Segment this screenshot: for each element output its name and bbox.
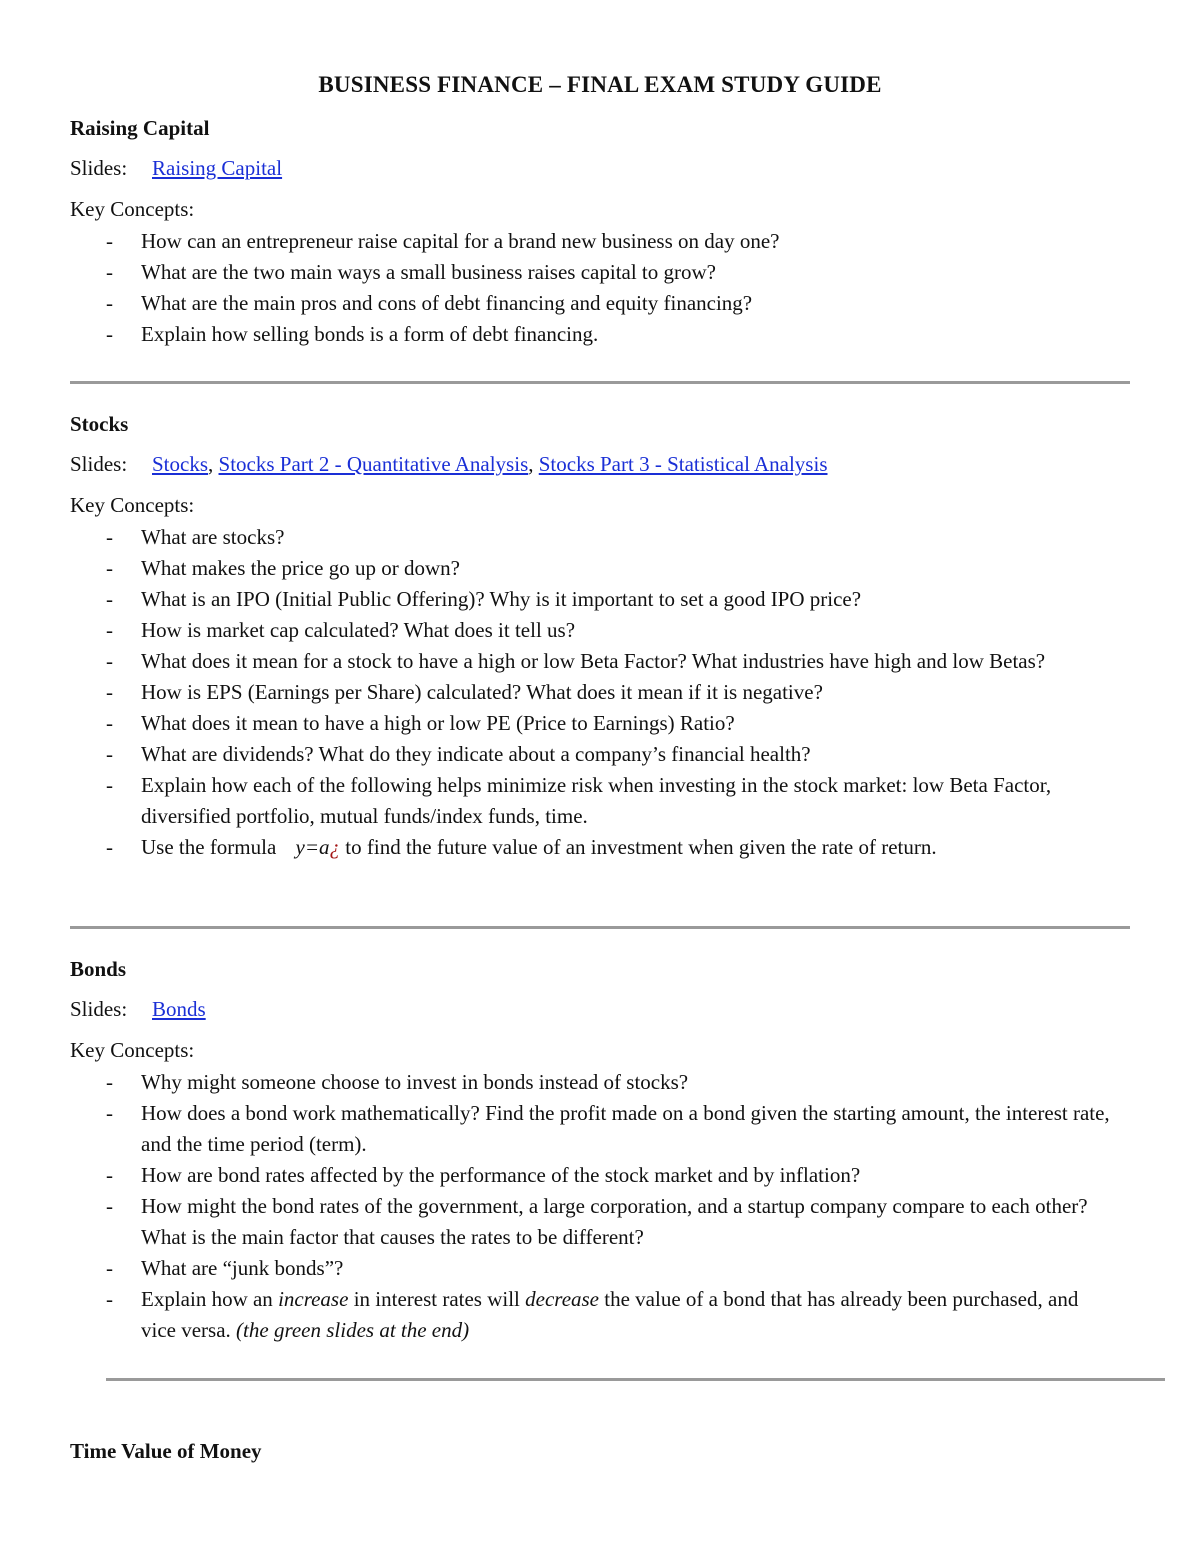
- list-item-formula: [0, 832, 1111, 863]
- list-item-text: Use the formula: [141, 835, 282, 859]
- formula-placeholder-glyph: ¿: [329, 835, 341, 859]
- emphasis-note: (the green slides at the end): [236, 1318, 470, 1342]
- section-heading-stocks: Stocks: [70, 412, 129, 436]
- emphasis-text: decrease: [525, 1287, 600, 1311]
- list-item: [0, 1067, 1111, 1098]
- link-separator: ,: [528, 452, 539, 476]
- list-item: [0, 584, 1111, 615]
- list-item-text: What makes the price go up or down?: [141, 556, 460, 580]
- bullet-dash: -: [106, 1163, 113, 1187]
- list-item-text: How can an entrepreneur raise capital for a brand new business on day one?: [141, 229, 780, 253]
- key-concepts-label: Key Concepts:: [70, 1038, 195, 1062]
- list-item-text: What is an IPO (Initial Public Offering)? Why is it important to set a good IPO price?: [141, 587, 862, 611]
- bullet-dash: -: [106, 1070, 113, 1094]
- list-item: [0, 553, 1111, 584]
- bullet-dash: -: [106, 587, 113, 611]
- bullet-dash: -: [106, 711, 113, 735]
- list-item: [0, 522, 1111, 553]
- bullet-dash: -: [106, 1194, 113, 1218]
- section-heading-time-value-of-money: Time Value of Money: [70, 1439, 262, 1463]
- list-item-text: Explain how selling bonds is a form of debt financing.: [141, 322, 599, 346]
- slides-label: Slides:: [70, 452, 128, 476]
- bullet-dash: -: [106, 649, 113, 673]
- list-item-text: the value of a bond that has already been purchased, and vice versa.: [141, 1287, 1079, 1342]
- section-heading-raising-capital: Raising Capital: [70, 116, 210, 140]
- bullet-dash: -: [106, 1101, 113, 1125]
- list-item-text: in interest rates will: [348, 1287, 526, 1311]
- list-item-text: Explain how an: [141, 1287, 279, 1311]
- list-item: [0, 615, 1111, 646]
- list-item-text: How is EPS (Earnings per Share) calculated? What does it mean if it is negative?: [141, 680, 823, 704]
- bullet-dash: -: [106, 291, 113, 315]
- formula: y=a: [295, 835, 330, 859]
- list-item-text: Why might someone choose to invest in bonds instead of stocks?: [141, 1070, 689, 1094]
- list-item-text: What are dividends? What do they indicate about a company’s financial health?: [141, 742, 811, 766]
- bullet-dash: -: [106, 229, 113, 253]
- bullet-dash: -: [106, 742, 113, 766]
- list-item-text: How are bond rates affected by the performance of the stock market and by inflation?: [141, 1163, 861, 1187]
- list-item-text: What are “junk bonds”?: [141, 1256, 344, 1280]
- list-item: [0, 1098, 1111, 1160]
- bullet-dash: -: [106, 260, 113, 284]
- list-item-text: What does it mean for a stock to have a high or low Beta Factor? What industries have high and low Betas?: [141, 649, 1046, 673]
- bullet-dash: -: [106, 680, 113, 704]
- bullet-dash: -: [106, 618, 113, 642]
- slides-row-bonds: [70, 997, 206, 1022]
- list-item: [0, 1160, 1111, 1191]
- list-item: [0, 1253, 1111, 1284]
- section-heading-bonds: Bonds: [70, 957, 127, 981]
- link-separator: ,: [208, 452, 219, 476]
- list-item: [0, 739, 1111, 770]
- bullet-dash: -: [106, 556, 113, 580]
- list-item: [0, 1191, 1111, 1253]
- list-item-text: to find the future value of an investment when given the rate of return.: [340, 835, 937, 859]
- slides-label: Slides:: [70, 997, 128, 1021]
- list-item-text: What are the main pros and cons of debt financing and equity financing?: [141, 291, 753, 315]
- link-stocks-part-3[interactable]: Stocks Part 3 - Statistical Analysis: [538, 452, 828, 476]
- key-concepts-label: Key Concepts:: [70, 493, 195, 517]
- section-divider: [106, 1378, 1165, 1381]
- list-item: [0, 677, 1111, 708]
- list-item-text: What are stocks?: [141, 525, 285, 549]
- list-item: [0, 770, 1111, 832]
- slides-label: Slides:: [70, 156, 128, 180]
- link-raising-capital[interactable]: Raising Capital: [152, 156, 283, 180]
- bullet-dash: -: [106, 773, 113, 797]
- link-stocks[interactable]: Stocks: [152, 452, 209, 476]
- emphasis-text: increase: [278, 1287, 349, 1311]
- list-item: [0, 1284, 1111, 1346]
- section-divider: [70, 926, 1130, 929]
- section-divider: [70, 381, 1130, 384]
- list-item-text: How is market cap calculated? What does it tell us?: [141, 618, 576, 642]
- list-item-text: What are the two main ways a small business raises capital to grow?: [141, 260, 716, 284]
- list-item: [0, 708, 1111, 739]
- bullet-dash: -: [106, 322, 113, 346]
- list-item: [0, 257, 1111, 288]
- concepts-list-stocks: [0, 522, 1111, 863]
- link-stocks-part-2[interactable]: Stocks Part 2 - Quantitative Analysis: [218, 452, 529, 476]
- link-bonds[interactable]: Bonds: [152, 997, 206, 1021]
- list-item-text: Explain how each of the following helps minimize risk when investing in the stock market: low Beta Factor, diversified portfolio, mutual funds/index funds, time.: [141, 773, 1052, 828]
- list-item-text: How does a bond work mathematically? Find the profit made on a bond given the starting amount, the interest rate, and the time period (term).: [141, 1101, 1110, 1156]
- slides-row-raising-capital: [70, 156, 282, 181]
- list-item: [0, 646, 1111, 677]
- key-concepts-label: Key Concepts:: [70, 197, 195, 221]
- list-item: [0, 288, 1111, 319]
- list-item-text: What does it mean to have a high or low PE (Price to Earnings) Ratio?: [141, 711, 735, 735]
- bullet-dash: -: [106, 525, 113, 549]
- bullet-dash: -: [106, 1287, 113, 1311]
- list-item-text: How might the bond rates of the government, a large corporation, and a startup company compare to each other? What is the main factor that causes the rates to be different?: [141, 1194, 1088, 1249]
- bullet-dash: -: [106, 1256, 113, 1280]
- list-item: [0, 226, 1111, 257]
- document-title: BUSINESS FINANCE – FINAL EXAM STUDY GUIDE: [318, 72, 882, 97]
- concepts-list-bonds: [0, 1067, 1111, 1346]
- list-item: [0, 319, 1111, 350]
- concepts-list-raising-capital: [0, 226, 1111, 350]
- bullet-dash: -: [106, 835, 113, 859]
- slides-row-stocks: [70, 452, 828, 477]
